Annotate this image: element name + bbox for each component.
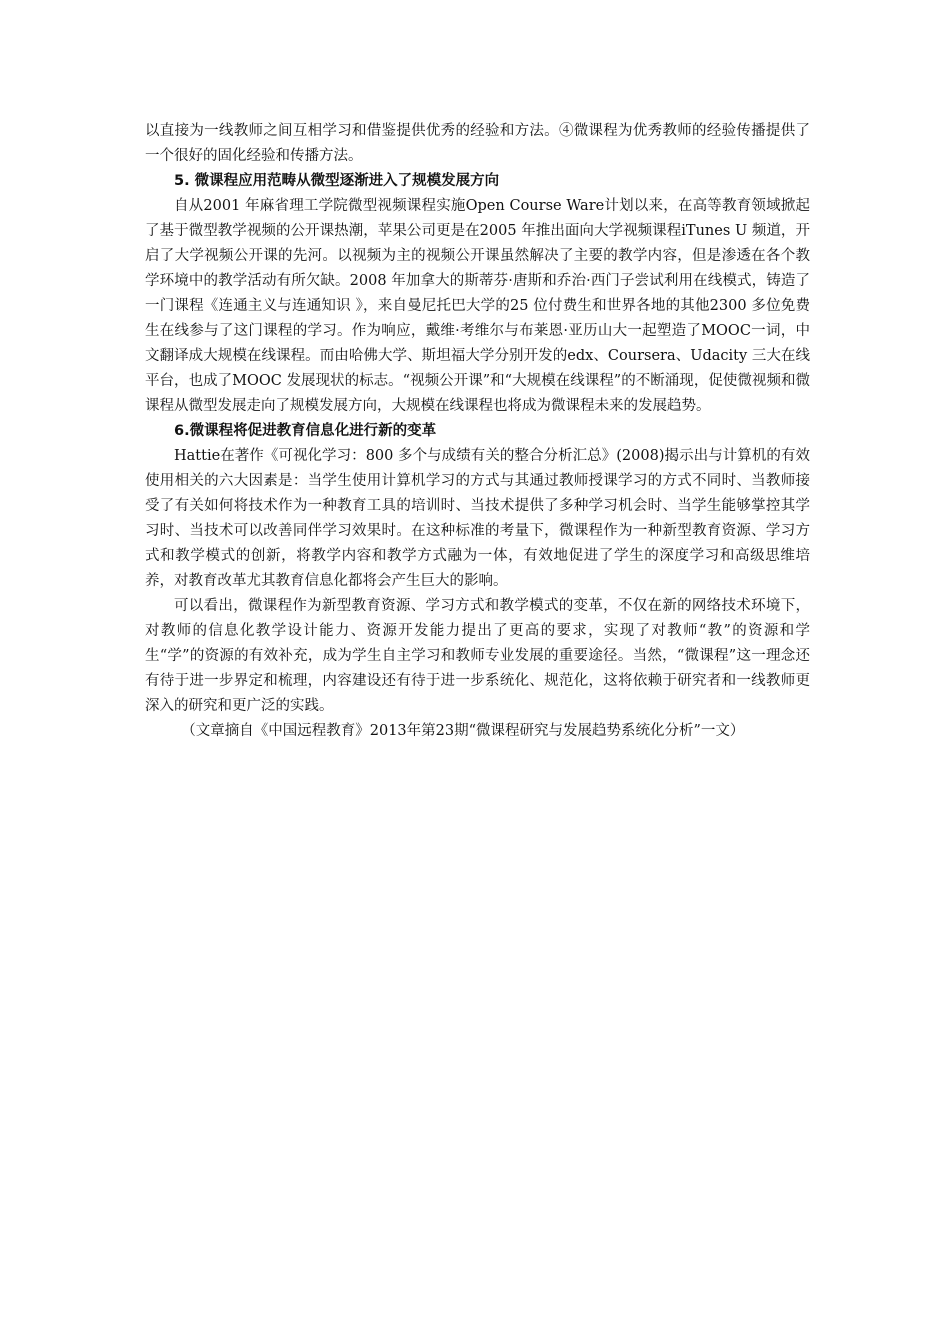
paragraph-section-5: 自从2001 年麻省理工学院微型视频课程实施Open Course Ware计划以来，在高等教育领域掀起了基于微型教学视频的公开课热潮，苹果公司更是在2005 年推出面向大学视频课程iTunes U 频道，开启了大学视频公开课的先河。以视频为主的视频公开课虽然解决了主要的教学内容，但是渗透在各个教学环境中的教学活动有所欠缺。2008 年加拿大的斯蒂芬·唐斯和乔治·西门子尝试利用在线模式，铸造了一门课程《连通主义与连通知识 》，来自曼尼托巴大学的25 位付费生和世界各地的其他2300 多位免费生在线参与了这门课程的学习。作为响应，戴维·考维尔与布莱恩·亚历山大一起塑造了MOOC一词，中文翻译成大规模在线课程。而由哈佛大学、斯坦福大学分别开发的edx、Coursera、Udacity 三大在线平台，也成了MOOC 发展现状的标志。“视频公开课”和“大规模在线课程”的不断涌现，促使微视频和微课程从微型发展走向了规模发展方向，大规模在线课程也将成为微课程未来的发展趋势。 [145,198,810,414]
section-heading-5: 5. 微课程应用范畴从微型逐渐进入了规模发展方向 [174,173,500,189]
document-body [145,119,810,744]
paragraph-section-6: Hattie在著作《可视化学习：800 多个与成绩有关的整合分析汇总》(2008)揭示出与计算机的有效使用相关的六大因素是：当学生使用计算机学习的方式与其通过教师授课学习的方式不同时、当教师接受了有关如何将技术作为一种教育工具的培训时、当技术提供了多种学习机会时、当学生能够掌控其学习时、当技术可以改善同伴学习效果时。在这种标准的考量下，微课程作为一种新型教育资源、学习方式和教学模式的创新，将教学内容和教学方式融为一体，有效地促进了学生的深度学习和高级思维培养，对教育改革尤其教育信息化都将会产生巨大的影响。 [145,448,810,589]
paragraph-conclusion: 可以看出，微课程作为新型教育资源、学习方式和教学模式的变革，不仅在新的网络技术环境下，对教师的信息化教学设计能力、资源开发能力提出了更高的要求，实现了对教师“教”的资源和学生“学”的资源的有效补充，成为学生自主学习和教师专业发展的重要途径。当然，“微课程”这一理念还有待于进一步界定和梳理，内容建设还有待于进一步系统化、规范化，这将依赖于研究者和一线教师更深入的研究和更广泛的实践。 [145,598,810,714]
paragraph-continuation: 以直接为一线教师之间互相学习和借鉴提供优秀的经验和方法。④微课程为优秀教师的经验传播提供了一个很好的固化经验和传播方法。 [145,123,810,164]
section-heading-6: 6.微课程将促进教育信息化进行新的变革 [174,423,437,439]
source-note: （文章摘自《中国远程教育》2013年第23期“微课程研究与发展趋势系统化分析”一文） [181,723,745,739]
